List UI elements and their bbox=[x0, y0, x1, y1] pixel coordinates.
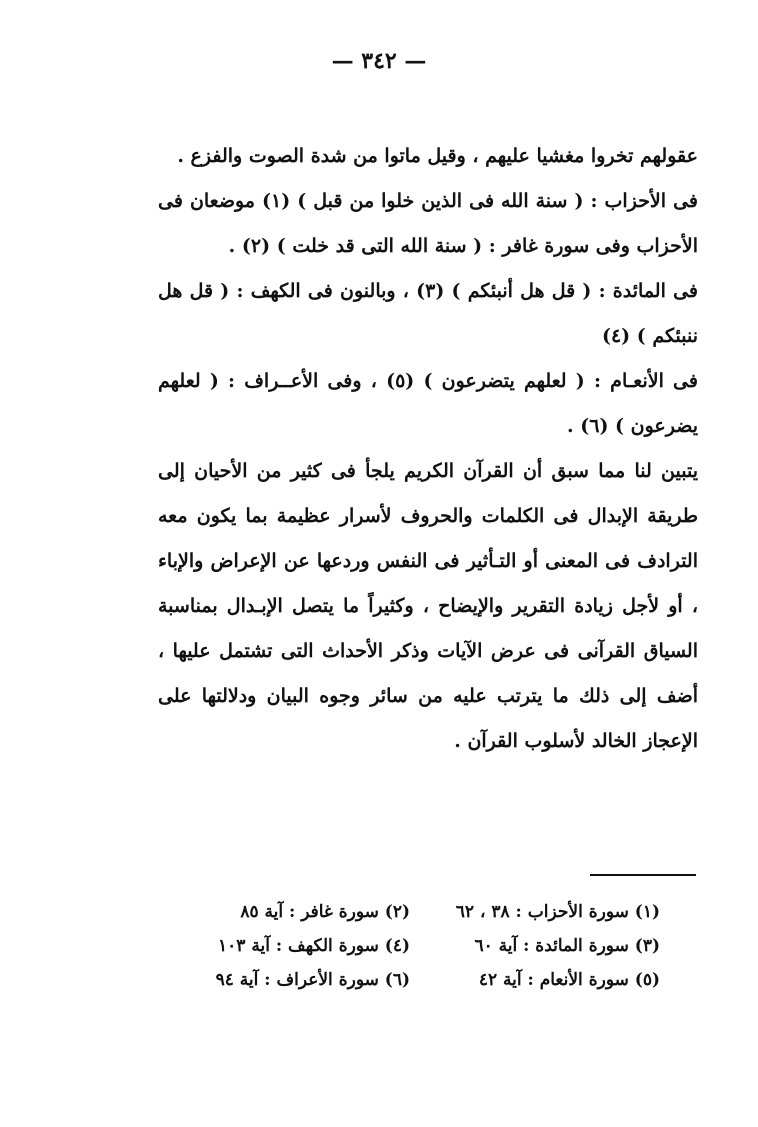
footnote-6: (٦) سورة الأعراف : آية ٩٤ bbox=[215, 970, 410, 990]
footnote-separator bbox=[590, 874, 696, 876]
paragraph-5: يتبين لنا مما سبق أن القرآن الكريم يلجأ فى كثير من الأحيان إلى طريقة الإبدال فى الكلمات والحروف لأسرار عظيمة بما يكون معه الترادف فى المعنى أو التـأثير فى النفس وردعها عن الإعراض والإباء ، أو لأجل زيادة التقرير والإيضاح ، وكثيراً ما يتصل الإبـدال بمناسبة السياق القرآنى فى عرض الآيات وذكر الأحداث التى تشتمل عليها ، أضف إلى ذلك ما يترتب عليه من سائر وجوه البيان ودلالتها على الإعجاز الخالد لأسلوب القرآن . bbox=[158, 460, 698, 752]
footnote-5: (٥) سورة الأنعام : آية ٤٢ bbox=[478, 970, 660, 990]
footnote-3: (٣) سورة المائدة : آية ٦٠ bbox=[474, 936, 660, 956]
footnote-2: (٢) سورة غافر : آية ٨٥ bbox=[240, 902, 410, 922]
paragraph-1: عقولهم تخروا مغشيا عليهم ، وقيل ماتوا من شدة الصوت والفزع . bbox=[177, 145, 698, 167]
footnote-1: (١) سورة الأحزاب : ٣٨ ، ٦٢ bbox=[455, 902, 660, 922]
paragraph-2: فى الأحزاب : ( سنة الله فى الذين خلوا من قبل ) (١) موضعان فى الأحزاب وفى سورة غافر : ( سنة الله التى قد خلت ) (٢) . bbox=[158, 190, 698, 257]
paragraph-4: فى الأنعـام : ( لعلهم يتضرعون ) (٥) ، وفى الأعــراف : ( لعلهم يضرعون ) (٦) . bbox=[158, 370, 698, 437]
paragraph-3: فى المائدة : ( قل هل أنبئكم ) (٣) ، وبالنون فى الكهف : ( قل هل ننبئكم ) (٤) bbox=[158, 280, 698, 347]
footnote-row bbox=[160, 963, 660, 997]
footnote-row bbox=[160, 929, 660, 963]
footnotes bbox=[160, 895, 660, 997]
footnote-4: (٤) سورة الكهف : آية ١٠٣ bbox=[218, 936, 410, 956]
page-number: — ٣٤٢ — bbox=[331, 48, 427, 74]
footnote-row bbox=[160, 895, 660, 929]
main-text bbox=[158, 134, 698, 764]
